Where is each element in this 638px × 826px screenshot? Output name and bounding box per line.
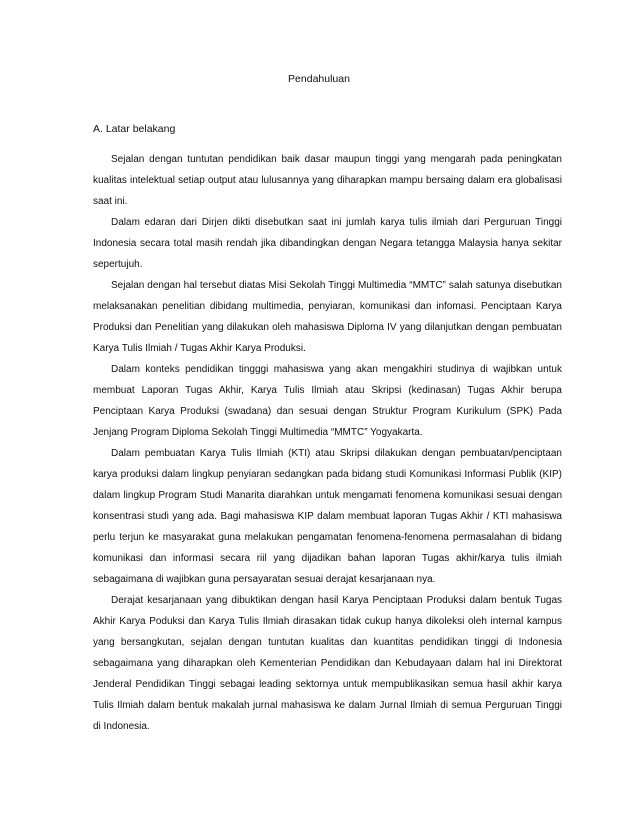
paragraph: Sejalan dengan tuntutan pendidikan baik dasar maupun tinggi yang mengarah pada peningkatan kualitas intelektual setiap output atau lulusannya yang diharapkan mampu bersaing dalam era globalisasi saat ini. — [93, 154, 562, 207]
paragraph: Dalam pembuatan Karya Tulis Ilmiah (KTI) atau Skripsi dilakukan dengan pembuatan/penciptaan karya produksi dalam lingkup penyiaran sedangkan pada bidang studi Komunikasi Informasi Publik (KIP) dalam lingkup Program Studi Manarita diarahkan untuk mengamati fenomena komunikasi sesuai dengan konsentrasi studi yang ada. Bagi mahasiswa KIP dalam membuat laporan Tugas Akhir / KTI mahasiswa perlu terjun ke masyarakat guna melakukan pengamatan fenomena-fenomena permasalahan di bidang komunikasi dan informasi secara riil yang dijadikan bahan laporan Tugas akhir/karya tulis ilmiah sebagaimana di wajibkan guna persayaratan sesuai derajat kesarjanaan nya. — [93, 448, 562, 585]
section-heading: A. Latar belakang — [93, 123, 176, 135]
body-text — [93, 149, 562, 737]
paragraph: Derajat kesarjanaan yang dibuktikan dengan hasil Karya Penciptaan Produksi dalam bentuk Tugas Akhir Karya Poduksi dan Karya Tulis Ilmiah dirasakan tidak cukup hanya dikoleksi oleh internal kampus yang bersangkutan, sejalan dengan tuntutan kualitas dan kuantitas pendidikan tinggi di Indonesia sebagaimana yang diharapkan oleh Kementerian Pendidikan dan Kebudayaan dalam hal ini Direktorat Jenderal Pendidikan Tinggi sebagai leading sektornya untuk mempublikasikan semua hasil akhir karya Tulis Ilmiah dalam bentuk makalah jurnal mahasiswa ke dalam Jurnal Ilmiah di semua Perguruan Tinggi di Indonesia. — [93, 595, 562, 732]
paragraph: Dalam konteks pendidikan tingggi mahasiswa yang akan mengakhiri studinya di wajibkan untuk membuat Laporan Tugas Akhir, Karya Tulis Ilmiah atau Skripsi (kedinasan) Tugas Akhir berupa Penciptaan Karya Produksi (swadana) dan sesuai dengan Struktur Program Kurikulum (SPK) Pada Jenjang Program Diploma Sekolah Tinggi Multimedia “MMTC” Yogyakarta. — [93, 364, 562, 438]
paragraph: Dalam edaran dari Dirjen dikti disebutkan saat ini jumlah karya tulis ilmiah dari Perguruan Tinggi Indonesia secara total masih rendah jika dibandingkan dengan Negara tetangga Malaysia hanya sekitar sepertujuh. — [93, 217, 562, 270]
page-title: Pendahuluan — [288, 73, 350, 85]
paragraph: Sejalan dengan hal tersebut diatas Misi Sekolah Tinggi Multimedia “MMTC” salah satunya disebutkan melaksanakan penelitian dibidang multimedia, penyiaran, komunikasi dan infomasi. Penciptaan Karya Produksi dan Penelitian yang dilakukan oleh mahasiswa Diploma IV yang dilanjutkan dengan pembuatan Karya Tulis Ilmiah / Tugas Akhir Karya Produksi. — [93, 280, 562, 354]
